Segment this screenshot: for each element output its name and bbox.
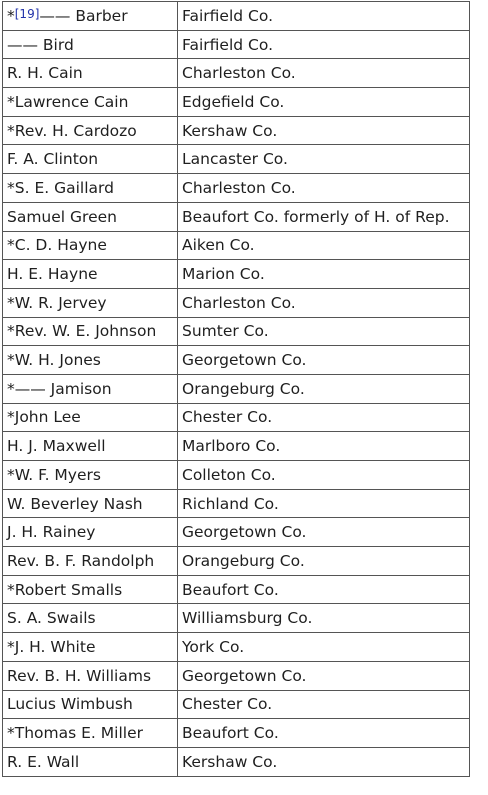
county-cell: Charleston Co. xyxy=(178,174,470,203)
senator-name-cell xyxy=(3,432,178,461)
county-cell: Orangeburg Co. xyxy=(178,547,470,576)
senator-name-cell xyxy=(3,374,178,403)
county-cell: Orangeburg Co. xyxy=(178,374,470,403)
senator-name-cell xyxy=(3,2,178,31)
senator-name-cell xyxy=(3,719,178,748)
senator-name: *S. E. Gaillard xyxy=(7,178,114,197)
senator-name: H. E. Hayne xyxy=(7,265,98,284)
table-row xyxy=(3,88,470,117)
senators-table xyxy=(2,1,470,777)
table-row xyxy=(3,288,470,317)
table-row xyxy=(3,374,470,403)
table-row xyxy=(3,432,470,461)
table-row xyxy=(3,461,470,490)
table-row xyxy=(3,2,470,31)
senator-name-cell xyxy=(3,59,178,88)
senator-name-cell xyxy=(3,547,178,576)
county-cell: Georgetown Co. xyxy=(178,346,470,375)
county-cell: Kershaw Co. xyxy=(178,747,470,776)
senator-name-cell xyxy=(3,260,178,289)
senator-name-cell xyxy=(3,288,178,317)
county-cell: Beaufort Co. xyxy=(178,575,470,604)
county-cell: Kershaw Co. xyxy=(178,116,470,145)
senator-name-cell xyxy=(3,116,178,145)
senator-name: *Robert Smalls xyxy=(7,580,123,599)
county-cell: Edgefield Co. xyxy=(178,88,470,117)
senator-name: —— Barber xyxy=(39,6,128,25)
table-row xyxy=(3,346,470,375)
table-row xyxy=(3,260,470,289)
county-cell: Charleston Co. xyxy=(178,59,470,88)
county-cell: Lancaster Co. xyxy=(178,145,470,174)
senators-table-body xyxy=(3,2,470,777)
senator-name-cell xyxy=(3,661,178,690)
senator-name: S. A. Swails xyxy=(7,609,96,628)
county-cell: Georgetown Co. xyxy=(178,518,470,547)
table-row xyxy=(3,604,470,633)
senator-name-cell xyxy=(3,30,178,59)
senator-name: *Rev. H. Cardozo xyxy=(7,121,137,140)
senator-name-cell xyxy=(3,633,178,662)
senator-name: Rev. B. F. Randolph xyxy=(7,551,155,570)
county-cell: Chester Co. xyxy=(178,403,470,432)
senator-name-cell xyxy=(3,346,178,375)
county-cell: Chester Co. xyxy=(178,690,470,719)
table-row xyxy=(3,30,470,59)
table-row xyxy=(3,231,470,260)
footnote-link[interactable]: [19] xyxy=(14,6,40,21)
table-row xyxy=(3,202,470,231)
table-row xyxy=(3,690,470,719)
senator-name: *C. D. Hayne xyxy=(7,236,107,255)
county-cell: Marion Co. xyxy=(178,260,470,289)
table-row xyxy=(3,317,470,346)
table-row xyxy=(3,59,470,88)
senator-name: H. J. Maxwell xyxy=(7,437,106,456)
senator-name-cell xyxy=(3,690,178,719)
table-row xyxy=(3,116,470,145)
county-cell: Beaufort Co. formerly of H. of Rep. xyxy=(178,202,470,231)
senator-name-cell xyxy=(3,518,178,547)
senator-name-cell xyxy=(3,145,178,174)
senator-name: —— Bird xyxy=(7,35,74,54)
county-cell: Williamsburg Co. xyxy=(178,604,470,633)
table-row xyxy=(3,547,470,576)
senator-name-cell xyxy=(3,604,178,633)
senator-name: *W. F. Myers xyxy=(7,465,101,484)
county-cell: Beaufort Co. xyxy=(178,719,470,748)
senator-name-cell xyxy=(3,317,178,346)
county-cell: Richland Co. xyxy=(178,489,470,518)
county-cell: Aiken Co. xyxy=(178,231,470,260)
table-row xyxy=(3,719,470,748)
table-row xyxy=(3,575,470,604)
table-row xyxy=(3,403,470,432)
senator-name: *John Lee xyxy=(7,408,81,427)
county-cell: Fairfield Co. xyxy=(178,30,470,59)
senator-name-cell xyxy=(3,231,178,260)
county-cell: Fairfield Co. xyxy=(178,2,470,31)
senator-name: *Rev. W. E. Johnson xyxy=(7,322,157,341)
senator-name-cell xyxy=(3,575,178,604)
senator-name: *Lawrence Cain xyxy=(7,92,129,111)
senator-name: Lucius Wimbush xyxy=(7,695,133,714)
county-cell: Marlboro Co. xyxy=(178,432,470,461)
table-row xyxy=(3,174,470,203)
senator-name-cell xyxy=(3,747,178,776)
table-row xyxy=(3,747,470,776)
senator-name-cell xyxy=(3,174,178,203)
county-cell: Sumter Co. xyxy=(178,317,470,346)
asterisk-marker: * xyxy=(7,6,15,25)
senator-name-cell xyxy=(3,489,178,518)
senator-name: Samuel Green xyxy=(7,207,117,226)
table-row xyxy=(3,145,470,174)
county-cell: Charleston Co. xyxy=(178,288,470,317)
senator-name: W. Beverley Nash xyxy=(7,494,143,513)
county-cell: York Co. xyxy=(178,633,470,662)
senator-name: R. E. Wall xyxy=(7,752,80,771)
senator-name: *W. R. Jervey xyxy=(7,293,107,312)
table-row xyxy=(3,518,470,547)
senator-name: *Thomas E. Miller xyxy=(7,724,143,743)
senator-name-cell xyxy=(3,461,178,490)
senator-name: J. H. Rainey xyxy=(7,523,96,542)
table-row xyxy=(3,489,470,518)
senator-name-cell xyxy=(3,202,178,231)
senator-name: *—— Jamison xyxy=(7,379,112,398)
table-row xyxy=(3,633,470,662)
senator-name: Rev. B. H. Williams xyxy=(7,666,152,685)
senator-name: *W. H. Jones xyxy=(7,351,101,370)
senator-name-cell xyxy=(3,88,178,117)
senator-name: *J. H. White xyxy=(7,637,96,656)
senator-name: F. A. Clinton xyxy=(7,150,99,169)
table-row xyxy=(3,661,470,690)
county-cell: Georgetown Co. xyxy=(178,661,470,690)
senator-name: R. H. Cain xyxy=(7,64,83,83)
county-cell: Colleton Co. xyxy=(178,461,470,490)
senator-name-cell xyxy=(3,403,178,432)
